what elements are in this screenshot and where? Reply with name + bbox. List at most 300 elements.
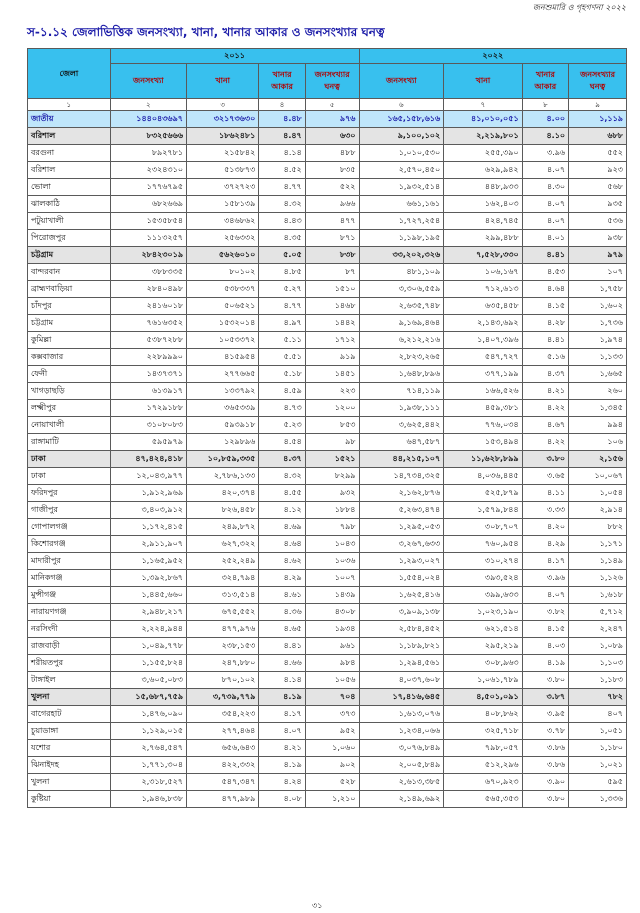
population-2011-cell: ৩,৪০৩,৯১২ (110, 502, 186, 519)
table-row (28, 587, 627, 604)
density-2011-cell: ৯৬১ (305, 638, 359, 655)
district-name-cell: লক্ষ্মীপুর (28, 400, 111, 417)
density-2011-cell: ১৫২১ (305, 451, 359, 468)
density-2011-cell: ৬৩০ (305, 128, 359, 145)
population-2011-cell: ৬১৩৯১৭ (110, 383, 186, 400)
density-2011-cell: ১৯৩৪ (305, 621, 359, 638)
density-2011-cell: ১৫১০ (305, 281, 359, 298)
households-2011-cell: ২৪৭,৮৮০ (187, 655, 259, 672)
table-row (28, 400, 627, 417)
district-name-cell: চাঁদপুর (28, 298, 111, 315)
density-2011-cell: ২২৩ (305, 383, 359, 400)
district-name-cell: ঝিনাইদহ (28, 757, 111, 774)
households-2011-cell: ৩২৪,৭৯৪ (187, 570, 259, 587)
households-2011-cell: ৫০৬৫২১ (187, 298, 259, 315)
density-2022-header: জনসংখ্যার ঘনত্ব (569, 64, 627, 99)
household-size-2011-cell: ৪.৬১ (259, 587, 305, 604)
households-2022-cell: ৪৫৯,৩৮১ (444, 400, 522, 417)
population-2022-cell: ১,৬৪৮,৮৯৬ (359, 366, 444, 383)
density-2011-cell: ৮৭ (305, 264, 359, 281)
household-size-2011-cell: ৪.৫২ (259, 162, 305, 179)
density-2022-cell: ২,৯১৪ (569, 502, 627, 519)
population-2022-cell: ১,২৩৪,০৬৬ (359, 723, 444, 740)
table-row (28, 162, 627, 179)
household-size-2022-cell: ৪.১০ (522, 128, 568, 145)
table-row (28, 349, 627, 366)
density-2011-cell: ৭০৪ (305, 689, 359, 706)
population-2022-cell: ২,০০৫,৮৪৯ (359, 757, 444, 774)
district-name-cell: বরিশাল (28, 162, 111, 179)
household-size-2022-cell: ৪.২১ (522, 383, 568, 400)
household-size-2022-cell: ৪.২২ (522, 434, 568, 451)
population-2011-cell: ৪৭,৪২৪,৪১৮ (110, 451, 186, 468)
density-2022-cell: ২,১৫৬ (569, 451, 627, 468)
density-2011-cell: ৯৬৬ (305, 196, 359, 213)
density-2022-cell: ২,২৪৭ (569, 621, 627, 638)
density-2011-cell: ৫২২ (305, 179, 359, 196)
population-2022-cell: ১৪,৭৩৪,৩২৫ (359, 468, 444, 485)
table-row (28, 638, 627, 655)
district-name-cell: চট্টগ্রাম (28, 315, 111, 332)
density-2022-cell: ২৬০ (569, 383, 627, 400)
households-2022-cell: ৭৭৬,০৩৪ (444, 417, 522, 434)
household-size-2022-cell: ৩.৯০ (522, 774, 568, 791)
density-2011-cell: ১৪৫১ (305, 366, 359, 383)
households-2022-cell: ৩২৫,৭১৮ (444, 723, 522, 740)
population-2022-cell: ১,১৮৯,৮২১ (359, 638, 444, 655)
division-row (28, 247, 627, 264)
household-size-2011-cell: ৪.৩৭ (259, 451, 305, 468)
population-2011-cell: ২,২২৪,৯৪৪ (110, 621, 186, 638)
density-2011-cell: ১৮৮৪ (305, 502, 359, 519)
density-2022-cell: ১০৭ (569, 264, 627, 281)
population-2022-cell: ২,১৬২,৮৭৬ (359, 485, 444, 502)
population-2022-cell: ২,৮২৩,২৬৫ (359, 349, 444, 366)
household-size-2022-cell: ৪.২০ (522, 519, 568, 536)
population-2011-cell: ১,১৫৫,৮২৪ (110, 655, 186, 672)
district-name-cell: বাগেরহাট (28, 706, 111, 723)
households-2011-cell: ৪৭৭,৯৮৯ (187, 791, 259, 808)
households-2011-cell: ২৩৮,১৫৩ (187, 638, 259, 655)
district-name-cell: যশোর (28, 740, 111, 757)
density-2022-cell: ১,০৫১ (569, 723, 627, 740)
household-size-2022-cell: ৪.১৭ (522, 553, 568, 570)
density-2022-cell: ১,০২১ (569, 757, 627, 774)
density-2022-cell: ১,০৮৯ (569, 638, 627, 655)
table-row (28, 604, 627, 621)
district-name-cell: রাঙ্গামাটি (28, 434, 111, 451)
households-2011-cell: ২৭৭৬৬৫ (187, 366, 259, 383)
population-2022-cell: ৯,১৬৯,৪৬৪ (359, 315, 444, 332)
households-2011-cell: ২৪৯,৮৭২ (187, 519, 259, 536)
density-2022-cell: ১,৬০২ (569, 298, 627, 315)
density-2022-cell: ৪০৭ (569, 706, 627, 723)
table-row (28, 281, 627, 298)
population-2022-cell: ১,৫৫৪,০২৪ (359, 570, 444, 587)
table-row (28, 570, 627, 587)
population-2022-cell: ৩,২৬৭,৬৩৩ (359, 536, 444, 553)
table-body (28, 111, 627, 808)
district-name-cell: বরিশাল (28, 128, 111, 145)
density-2011-cell: ৯৮ (305, 434, 359, 451)
households-2022-cell: ১,৫৭৯,৮৪৪ (444, 502, 522, 519)
population-2011-cell: ৬৮২৬৬৯ (110, 196, 186, 213)
year-2011-header: ২০১১ (110, 49, 359, 64)
table-row (28, 315, 627, 332)
households-2011-cell: ১০৫৩৩৭২ (187, 332, 259, 349)
household-size-2011-cell: ৪.৬৫ (259, 621, 305, 638)
population-2022-cell: ২,১৪৯,৬৯২ (359, 791, 444, 808)
household-size-2011-cell: ৫.৫১ (259, 349, 305, 366)
population-2011-cell: ৩৮৮৩৩৫ (110, 264, 186, 281)
households-2022-cell: ৪,৫০১,০৯১ (444, 689, 522, 706)
district-name-cell: ভোলা (28, 179, 111, 196)
household-size-2022-cell: ৪.২৯ (522, 536, 568, 553)
col-index: ৭ (444, 99, 522, 111)
households-2011-cell: ২১৫৮৪২ (187, 145, 259, 162)
households-2011-cell: ৩৭২৭২৩ (187, 179, 259, 196)
household-size-2011-cell: ৪.৫৯ (259, 383, 305, 400)
households-2022-cell: ৩০৮,৭০৭ (444, 519, 522, 536)
population-2022-cell: ৬,২১২,২১৬ (359, 332, 444, 349)
population-2011-cell: ৮৯২৭৮১ (110, 145, 186, 162)
population-2011-cell: ২,৯১১,৯০৭ (110, 536, 186, 553)
household-size-2011-cell: ৫.২৩ (259, 417, 305, 434)
population-2011-cell: ১১১৩২৫৭ (110, 230, 186, 247)
population-2011-cell: ১,৪৪৫,৬৬০ (110, 587, 186, 604)
household-size-2022-cell: ৪.৬৪ (522, 281, 568, 298)
population-2022-cell: ৪৮১,১০৯ (359, 264, 444, 281)
density-2022-cell: ১,০৫৪ (569, 485, 627, 502)
households-2022-cell: ৪০৮,৮৬২ (444, 706, 522, 723)
table-row (28, 213, 627, 230)
density-2011-cell: ৩৭৩ (305, 706, 359, 723)
division-row (28, 451, 627, 468)
page-number: ৩১ (312, 901, 323, 910)
year-2022-header: ২০২২ (359, 49, 627, 64)
district-name-cell: পটুয়াখালী (28, 213, 111, 230)
population-2011-cell: ১,৯১২,৯৬৯ (110, 485, 186, 502)
table-row (28, 468, 627, 485)
household-size-2011-cell: ৪.৯৭ (259, 315, 305, 332)
district-name-cell: খুলনা (28, 774, 111, 791)
population-2022-cell: ৩৩,২০২,৩২৬ (359, 247, 444, 264)
density-2011-cell: ১০৪৩ (305, 536, 359, 553)
household-size-2011-header: খানার আকার (259, 64, 305, 99)
table-row (28, 740, 627, 757)
households-2022-cell: ৬৭০,৯২৩ (444, 774, 522, 791)
population-2022-header: জনসংখ্যা (359, 64, 444, 99)
density-2022-cell: ৯৭৯ (569, 247, 627, 264)
households-2011-cell: ১০,৮৫৯,৩৩৫ (187, 451, 259, 468)
district-name-cell: নরসিংদী (28, 621, 111, 638)
households-2011-cell: ৩২১৭৩৬৩০ (187, 111, 259, 128)
population-2011-cell: ১,০৪৯,৭৭৮ (110, 638, 186, 655)
density-2011-cell: ৯৭৬ (305, 111, 359, 128)
density-2022-cell: ১,১৭১ (569, 536, 627, 553)
population-2022-cell: ১,০১০,৫৩০ (359, 145, 444, 162)
table-row (28, 706, 627, 723)
density-2022-cell: ১,১৮৩ (569, 672, 627, 689)
table-row (28, 298, 627, 315)
population-2022-cell: ৬৪৭,৫৮৭ (359, 434, 444, 451)
density-2011-cell: ৯৮৪ (305, 655, 359, 672)
table-row (28, 264, 627, 281)
district-name-cell: কুমিল্লা (28, 332, 111, 349)
household-size-2022-cell: ৩.৮০ (522, 451, 568, 468)
households-2022-cell: ২,২১৯,৮০১ (444, 128, 522, 145)
col-index: ২ (110, 99, 186, 111)
households-2011-cell: ১২৯৮৯৬ (187, 434, 259, 451)
density-2022-cell: ১,৭৩৬ (569, 315, 627, 332)
district-name-cell: ঝালকাঠি (28, 196, 111, 213)
density-2011-cell: ১০৩৬ (305, 553, 359, 570)
household-size-2011-cell: ৪.১৯ (259, 757, 305, 774)
household-size-2022-cell: ৩.৭৮ (522, 723, 568, 740)
table-row (28, 230, 627, 247)
household-size-2011-cell: ৪.৭৭ (259, 179, 305, 196)
population-2011-cell: ১,৩৯২,৮৬৭ (110, 570, 186, 587)
table-row (28, 145, 627, 162)
households-2022-cell: ৪১,০১০,০৫১ (444, 111, 522, 128)
population-2011-cell: ৮৩২৫৬৬৬ (110, 128, 186, 145)
district-name-cell: খাগড়াছড়ি (28, 383, 111, 400)
density-2011-cell: ৪৮৮ (305, 145, 359, 162)
table-row (28, 434, 627, 451)
households-2011-header: খানা (187, 64, 259, 99)
population-2011-cell: ২২৮৯৯৯০ (110, 349, 186, 366)
population-2022-cell: ১,৭২৭,২৫৪ (359, 213, 444, 230)
density-2022-cell: ১০,০৬৭ (569, 468, 627, 485)
households-2022-cell: ১,০২৩,১৯০ (444, 604, 522, 621)
households-2011-cell: ২,৭৮৬,১৩৩ (187, 468, 259, 485)
households-2011-cell: ৫৯৩৯১৮ (187, 417, 259, 434)
density-2011-header: জনসংখ্যার ঘনত্ব (305, 64, 359, 99)
household-size-2022-cell: ৪.৬৭ (522, 417, 568, 434)
population-2011-header: জনসংখ্যা (110, 64, 186, 99)
households-2011-cell: ১৫৩২০১৪ (187, 315, 259, 332)
density-2011-cell: ১৪৬৮ (305, 298, 359, 315)
district-name-cell: চুয়াডাঙ্গা (28, 723, 111, 740)
table-row (28, 502, 627, 519)
population-2022-cell: ৯,১০০,১০২ (359, 128, 444, 145)
household-size-2011-cell: ৫.২৭ (259, 281, 305, 298)
household-size-2022-header: খানার আকার (522, 64, 568, 99)
table-row (28, 536, 627, 553)
households-2011-cell: ৬২৭,৩২২ (187, 536, 259, 553)
population-2022-cell: ১৬৫,১৫৮,৬১৬ (359, 111, 444, 128)
households-2011-cell: ৮২৬,৪৫৮ (187, 502, 259, 519)
density-2022-cell: ৫৫২ (569, 145, 627, 162)
population-2011-cell: ৩১০৮০৮৩ (110, 417, 186, 434)
col-index: ৪ (259, 99, 305, 111)
household-size-2022-cell: ৪.৩৭ (522, 366, 568, 383)
density-2011-cell: ৮৩৫ (305, 162, 359, 179)
district-name-cell: খুলনা (28, 689, 111, 706)
national-row (28, 111, 627, 128)
population-2022-cell: ৪৪,২১৫,১০৭ (359, 451, 444, 468)
density-2011-cell: ৮৭১ (305, 230, 359, 247)
population-2011-cell: ২৪১৬০১৮ (110, 298, 186, 315)
households-2011-cell: ৬৫৬,৬৪৩ (187, 740, 259, 757)
density-2022-cell: ৫৯৫ (569, 774, 627, 791)
density-2022-cell: ১,১৮০ (569, 740, 627, 757)
density-2022-cell: ১,১২৬ (569, 570, 627, 587)
population-2011-cell: ২,৩১৮,৫২৭ (110, 774, 186, 791)
density-2011-cell: ১০৫৬ (305, 672, 359, 689)
density-2011-cell: ৮২৯৯ (305, 468, 359, 485)
households-2011-cell: ৬৭৫,৫৫২ (187, 604, 259, 621)
households-2011-cell: ৩,৭৩৯,৭৭৯ (187, 689, 259, 706)
households-2022-cell: ৩৭৭,১৯৯ (444, 366, 522, 383)
household-size-2011-cell: ৪.১৪ (259, 145, 305, 162)
population-2011-cell: ৫৩৮৭২৮৮ (110, 332, 186, 349)
population-2022-cell: ৬৬১,১৬১ (359, 196, 444, 213)
district-name-cell: চট্টগ্রাম (28, 247, 111, 264)
households-2011-cell: ২৫২,২৪৯ (187, 553, 259, 570)
col-index: ৯ (569, 99, 627, 111)
population-2022-cell: ৩,৬২৫,৪৪২ (359, 417, 444, 434)
population-2022-cell: ২,৬৩৫,৭৪৮ (359, 298, 444, 315)
households-2022-cell: ৫২৫,৮৭৯ (444, 485, 522, 502)
density-2011-cell: ৪৩০৮ (305, 604, 359, 621)
col-index: ১ (28, 99, 111, 111)
table-row (28, 757, 627, 774)
household-size-2022-cell: ৪.১৫ (522, 298, 568, 315)
population-2011-cell: ১৪৪০৪৩৬৯৭ (110, 111, 186, 128)
households-2022-cell: ৩৯৩,৫২৪ (444, 570, 522, 587)
population-2022-cell: ১,২৯৪,৫৬১ (359, 655, 444, 672)
household-size-2011-cell: ৪.৬৯ (259, 519, 305, 536)
households-2011-cell: ১৮৬২৪৮১ (187, 128, 259, 145)
table-row (28, 383, 627, 400)
district-header: জেলা (28, 49, 111, 99)
households-2011-cell: ৩৪৬৮৬২ (187, 213, 259, 230)
density-2022-cell: ১,৬৬৫ (569, 366, 627, 383)
population-2011-cell: ১৫৩৫৮৫৪ (110, 213, 186, 230)
households-2011-cell: ১৩৩৭৯২ (187, 383, 259, 400)
households-2011-cell: ৫৩৮৩৩৭ (187, 281, 259, 298)
district-name-cell: পিরোজপুর (28, 230, 111, 247)
density-2022-cell: ৯২৩ (569, 162, 627, 179)
density-2011-cell: ১,০৬০ (305, 740, 359, 757)
households-2022-cell: ৭৬০,৯৫৪ (444, 536, 522, 553)
households-2011-cell: ১৫৮১৩৯ (187, 196, 259, 213)
households-2022-cell: ৫১২,২৯৬ (444, 757, 522, 774)
density-2022-cell: ১,৬১৮ (569, 587, 627, 604)
district-name-cell: ব্রাহ্মণবাড়িয়া (28, 281, 111, 298)
population-2022-cell: ৭১৪,১১৯ (359, 383, 444, 400)
household-size-2011-cell: ৪.০৭ (259, 723, 305, 740)
density-2011-cell: ৭৯৮ (305, 519, 359, 536)
population-2011-cell: ১,১৭২,৪১৫ (110, 519, 186, 536)
density-2011-cell: ৯৩২ (305, 485, 359, 502)
density-2011-cell: ৪৭৭ (305, 213, 359, 230)
district-name-cell: বান্দরবান (28, 264, 111, 281)
col-index: ৩ (187, 99, 259, 111)
household-size-2022-cell: ৪.১৯ (522, 655, 568, 672)
table-row (28, 723, 627, 740)
density-2022-cell: ৫,৭১২ (569, 604, 627, 621)
population-2011-cell: ১,৯৪৬,৮৩৮ (110, 791, 186, 808)
household-size-2022-cell: ৩.৮০ (522, 791, 568, 808)
population-2011-cell: ২৮৪২৩০১৯ (110, 247, 186, 264)
division-row (28, 128, 627, 145)
household-size-2011-cell: ৪.০৮ (259, 791, 305, 808)
table-row (28, 366, 627, 383)
household-size-2022-cell: ৪.১৫ (522, 621, 568, 638)
density-2011-cell: ১,২১০ (305, 791, 359, 808)
density-2022-cell: ১,১৪৯ (569, 553, 627, 570)
households-2011-cell: ৪৭৭,৯৭৬ (187, 621, 259, 638)
households-2022-cell: ৪,০৩৬,৪৪৫ (444, 468, 522, 485)
col-index: ৫ (305, 99, 359, 111)
household-size-2022-cell: ৪.০১ (522, 230, 568, 247)
households-2011-cell: ৩৫৪,২২৩ (187, 706, 259, 723)
households-2022-cell: ৬৩৫,৪৫৮ (444, 298, 522, 315)
density-2022-cell: ১,৯৭৪ (569, 332, 627, 349)
district-name-cell: কক্সবাজার (28, 349, 111, 366)
household-size-2022-cell: ৫.১৬ (522, 349, 568, 366)
population-2011-cell: ৫৯৫৯৭৯ (110, 434, 186, 451)
population-2011-cell: ২৮৪০৪৯৮ (110, 281, 186, 298)
household-size-2011-cell: ৪.৪৭ (259, 128, 305, 145)
district-name-cell: গাজীপুর (28, 502, 111, 519)
households-2022-cell: ২৫৫,৩৯০ (444, 145, 522, 162)
household-size-2022-cell: ৪.৪১ (522, 332, 568, 349)
density-2022-cell: ১,১১৯ (569, 111, 627, 128)
households-2022-cell: ৪৪৮,৯৩৩ (444, 179, 522, 196)
household-size-2011-cell: ৪.২১ (259, 740, 305, 757)
district-name-cell: ঢাকা (28, 451, 111, 468)
density-2022-cell: ১,৩৩৬ (569, 791, 627, 808)
households-2011-cell: ৫৪৭,৩৪৭ (187, 774, 259, 791)
district-name-cell: বরগুনা (28, 145, 111, 162)
density-2022-cell: ১০৬ (569, 434, 627, 451)
household-size-2011-cell: ৪.৬২ (259, 553, 305, 570)
household-size-2011-cell: ৪.৪৩ (259, 213, 305, 230)
district-name-cell: মাদারীপুর (28, 553, 111, 570)
household-size-2011-cell: ৪.১৪ (259, 672, 305, 689)
running-header: জনশুমারি ও গৃহগণনা ২০২২ (532, 3, 626, 12)
table-row (28, 485, 627, 502)
table-row (28, 519, 627, 536)
district-name-cell: কুষ্টিয়া (28, 791, 111, 808)
density-2011-cell: ১৭১২ (305, 332, 359, 349)
households-2022-cell: ৬২১,৫১৪ (444, 621, 522, 638)
households-2011-cell: ৪২০,৩৭৪ (187, 485, 259, 502)
households-2022-cell: ১০৬,১৬৭ (444, 264, 522, 281)
population-2011-cell: ১,৭৭১,৩০৪ (110, 757, 186, 774)
household-size-2011-cell: ৪.৪১ (259, 638, 305, 655)
density-2022-cell: ১,৭৫৮ (569, 281, 627, 298)
population-2011-cell: ১৭২৯১৮৮ (110, 400, 186, 417)
households-2022-cell: ১,০৬১,৭৮৯ (444, 672, 522, 689)
district-name-cell: নোয়াখালী (28, 417, 111, 434)
density-2011-cell: ৫২৮ (305, 774, 359, 791)
households-2011-cell: ২৫৬৩৩২ (187, 230, 259, 247)
household-size-2011-cell: ৪.৫৪ (259, 434, 305, 451)
population-2022-cell: ৪,০৩৭,৬০৮ (359, 672, 444, 689)
density-2022-cell: ৯৩৮ (569, 230, 627, 247)
population-2022-cell: ২,৫৭০,৪৫০ (359, 162, 444, 179)
table-row (28, 774, 627, 791)
district-name-cell: রাজবাড়ী (28, 638, 111, 655)
district-name-cell: ফরিদপুর (28, 485, 111, 502)
population-2011-cell: ১,৪৭৬,০৯০ (110, 706, 186, 723)
household-size-2022-cell: ৪.০০ (522, 111, 568, 128)
household-size-2022-cell: ৩.৩৩ (522, 502, 568, 519)
